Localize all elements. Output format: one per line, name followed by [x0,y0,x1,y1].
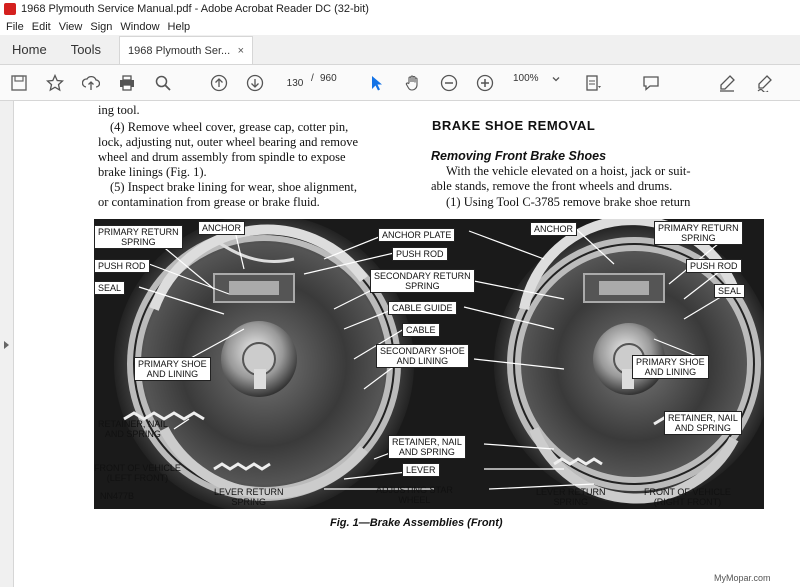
zoom-out-icon[interactable] [438,72,460,94]
body-text-line: able stands, remove the front wheels and drums. [431,179,673,193]
page-separator: / [311,73,314,84]
tab-document-label: 1968 Plymouth Ser... [128,44,231,57]
label-lever-return-spring-left: LEVER RETURN SPRING [214,487,284,507]
menu-edit[interactable]: Edit [31,20,51,33]
label-front-of-vehicle-left: FRONT OF VEHICLE (LEFT FRONT) [94,463,181,483]
chevron-down-icon [551,74,561,84]
save-icon[interactable] [8,72,30,94]
tab-home[interactable]: Home [12,41,47,57]
select-arrow-icon[interactable] [366,72,388,94]
tab-bar [0,35,800,65]
label-seal-right: SEAL [714,284,745,298]
label-anchor-plate: ANCHOR PLATE [378,228,455,242]
label-secondary-shoe: SECONDARY SHOE AND LINING [376,344,469,368]
menu-window[interactable]: Window [120,20,160,33]
body-text-line: brake linings (Fig. 1). [98,165,207,179]
label-push-rod-left: PUSH ROD [94,259,150,273]
label-push-rod-right: PUSH ROD [686,259,742,273]
tab-document[interactable] [119,36,253,64]
label-primary-shoe-right: PRIMARY SHOE AND LINING [632,355,709,379]
body-text-line: lock, adjusting nut, outer wheel bearing and remove [98,135,358,149]
search-icon[interactable] [152,72,174,94]
label-primary-return-spring-left: PRIMARY RETURN SPRING [94,225,183,249]
zoom-select[interactable] [513,73,561,84]
label-retainer-right: RETAINER, NAIL AND SPRING [664,411,742,435]
menu-help[interactable]: Help [167,20,191,33]
zoom-in-icon[interactable] [474,72,496,94]
tab-tools[interactable]: Tools [70,41,102,57]
section-subheading: Removing Front Brake Shoes [431,149,607,163]
label-anchor-right: ANCHOR [530,222,577,236]
body-text-line: ing tool. [98,103,140,117]
body-text-line: (5) Inspect brake lining for wear, shoe alignment, [110,180,357,194]
menu-bar [0,18,800,35]
label-retainer-center: RETAINER, NAIL AND SPRING [388,435,466,459]
section-heading: BRAKE SHOE REMOVAL [432,118,596,133]
page-number-input[interactable]: 130 [286,77,304,89]
figure-caption: Fig. 1—Brake Assemblies (Front) [330,517,503,529]
hand-icon[interactable] [402,72,424,94]
body-text-line: With the vehicle elevated on a hoist, jack or suit- [446,164,691,178]
upload-icon[interactable] [80,72,102,94]
label-retainer-left: RETAINER, NAIL AND SPRING [98,419,168,439]
body-text-line: (1) Using Tool C-3785 remove brake shoe return [446,195,691,209]
sign-icon[interactable] [754,72,776,94]
title-bar [0,0,800,18]
page-fit-icon[interactable] [582,72,604,94]
body-text-line: or contamination from grease or brake fluid. [98,195,320,209]
toolbar [0,65,800,101]
label-lever: LEVER [402,463,440,477]
menu-sign[interactable]: Sign [90,20,113,33]
label-nn477b: NN477B [100,491,135,501]
label-lever-return-spring-right: LEVER RETURN SPRING [536,487,606,507]
label-anchor-left: ANCHOR [198,221,245,235]
acrobat-app-icon [4,3,16,15]
label-push-rod-center: PUSH ROD [392,247,448,261]
page-down-icon[interactable] [244,72,266,94]
page-total: 960 [320,73,337,84]
page-up-icon[interactable] [208,72,230,94]
zoom-value: 100% [513,73,539,84]
highlight-pen-icon[interactable] [716,72,738,94]
document-page [14,101,800,587]
left-panel-toggle[interactable] [0,101,14,587]
label-primary-shoe-left: PRIMARY SHOE AND LINING [134,357,211,381]
expand-arrow-icon [4,341,9,349]
watermark: MyMopar.com [714,573,771,583]
label-secondary-return-spring: SECONDARY RETURN SPRING [370,269,475,293]
close-tab-icon[interactable]: × [237,44,245,57]
body-text-line: (4) Remove wheel cover, grease cap, cotter pin, [110,120,349,134]
label-cable-guide: CABLE GUIDE [388,301,457,315]
label-primary-return-spring-right: PRIMARY RETURN SPRING [654,221,743,245]
label-seal-left: SEAL [94,281,125,295]
label-adjusting-star-wheel: ADJUSTING STAR WHEEL [376,485,453,505]
body-text-line: wheel and drum assembly from spindle to expose [98,150,346,164]
comment-icon[interactable] [640,72,662,94]
label-cable: CABLE [402,323,440,337]
menu-view[interactable]: View [58,20,83,33]
label-front-of-vehicle-right: FRONT OF VEHICLE (RIGHT FRONT) [644,487,731,507]
bookmark-star-icon[interactable] [44,72,66,94]
print-icon[interactable] [116,72,138,94]
window-title: 1968 Plymouth Service Manual.pdf - Adobe Acrobat Reader DC (32-bit) [21,3,369,15]
menu-file[interactable]: File [6,20,24,33]
